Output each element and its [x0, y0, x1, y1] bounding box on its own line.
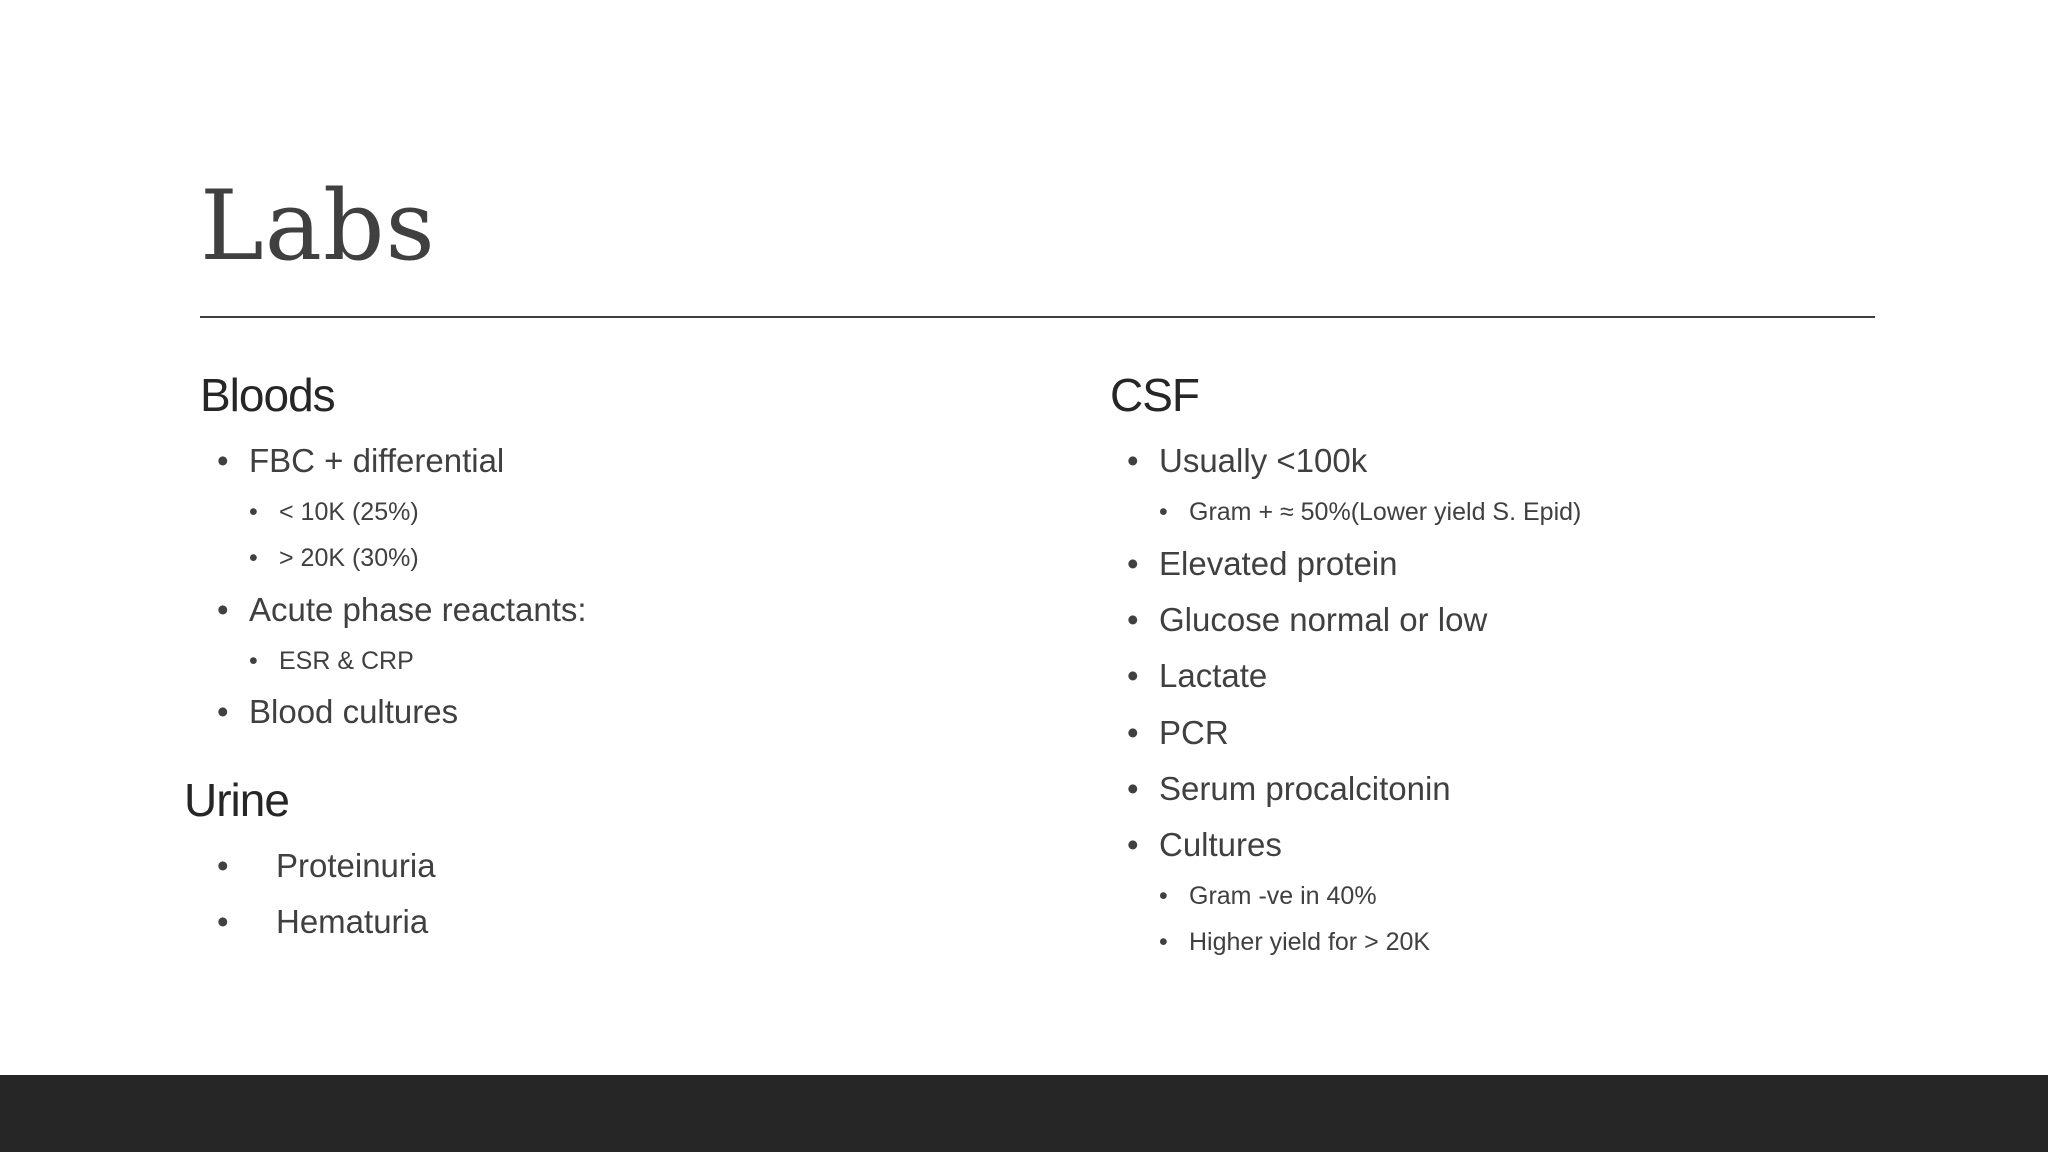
bullet-icon: • — [249, 544, 258, 572]
bullet-icon: • — [1159, 882, 1168, 910]
title-divider — [200, 316, 1875, 318]
list-item-text: Gram + ≈ 50%(Lower yield S. Epid) — [1189, 498, 1582, 526]
list-item-text: Glucose normal or low — [1159, 601, 1488, 638]
csf-heading: CSF — [1110, 369, 1199, 421]
bloods-heading: Bloods — [200, 369, 335, 421]
list-item-text: Gram -ve in 40% — [1189, 882, 1377, 910]
bullet-icon: • — [249, 647, 258, 675]
bullet-icon: • — [1127, 826, 1139, 863]
list-item-text: > 20K (30%) — [279, 544, 419, 572]
list-item-text: FBC + differential — [249, 442, 505, 479]
list-item-text: Elevated protein — [1159, 545, 1398, 582]
list-item-text: PCR — [1159, 714, 1229, 751]
bullet-icon: • — [1159, 928, 1168, 956]
list-item-text: < 10K (25%) — [279, 498, 419, 526]
list-item-text: Lactate — [1159, 657, 1268, 694]
list-item-text: Higher yield for > 20K — [1189, 928, 1431, 956]
urine-heading: Urine — [184, 774, 289, 826]
bullet-icon: • — [1127, 545, 1139, 582]
list-item-text: Serum procalcitonin — [1159, 770, 1451, 807]
bullet-icon: • — [217, 903, 229, 940]
bullet-icon: • — [217, 442, 229, 479]
bullet-icon: • — [217, 591, 229, 628]
list-item-text: ESR & CRP — [279, 647, 414, 675]
bullet-icon: • — [1127, 770, 1139, 807]
bullet-icon: • — [1127, 714, 1139, 751]
bullet-icon: • — [249, 498, 258, 526]
bullet-icon: • — [1159, 498, 1168, 526]
list-item-text: Usually <100k — [1159, 442, 1368, 479]
bullet-icon: • — [1127, 657, 1139, 694]
slide-title: Labs — [200, 170, 436, 282]
bullet-icon: • — [217, 693, 229, 730]
list-item-text: Blood cultures — [249, 693, 459, 730]
list-item-text: Acute phase reactants: — [249, 591, 587, 628]
bullet-icon: • — [217, 847, 229, 884]
footer-bar — [0, 1075, 2048, 1152]
bullet-icon: • — [1127, 601, 1139, 638]
bullet-icon: • — [1127, 442, 1139, 479]
list-item-text: Proteinuria — [276, 847, 436, 884]
list-item-text: Cultures — [1159, 826, 1282, 863]
list-item-text: Hematuria — [276, 903, 429, 940]
